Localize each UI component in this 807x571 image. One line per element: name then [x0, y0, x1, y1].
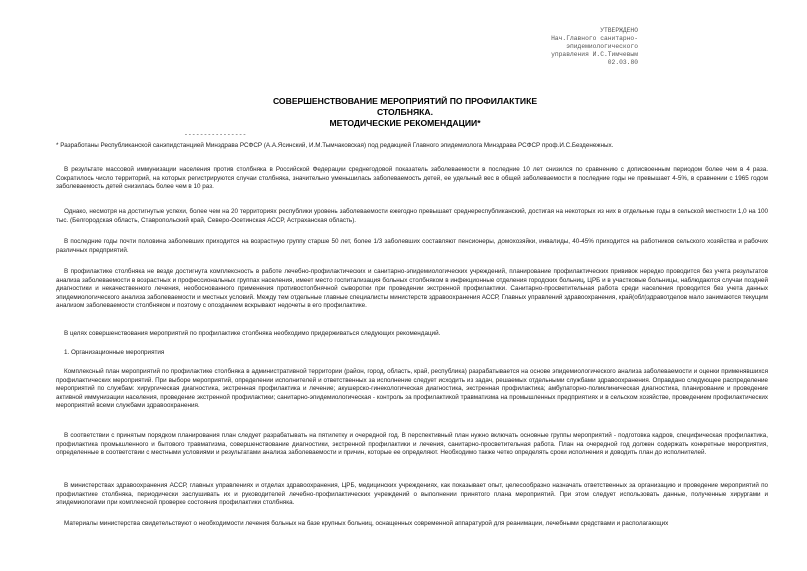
approval-stamp — [530, 27, 638, 67]
paragraph: Материалы министерства свидетельствуют о необходимости лечения больных на базе крупных больниц, оснащенных современной аппаратурой для реанимации, лечебными средствами и располагающих — [64, 520, 669, 527]
approval-line: УТВЕРЖДЕНО — [600, 27, 638, 34]
approval-line: 02.03.80 — [607, 59, 638, 66]
paragraph: Однако, несмотря на достигнутые успехи, более чем на 20 территориях республики уровень заболеваемости ежегодно превышает среднереспубликанский, достигая на некоторых из них в отдельные годы в сельской местности 1,0 на 100 тыс. (Белгородская область, Ставропольский край, Северо-Осетинская АССР, Астраханская область). — [56, 208, 768, 224]
section-heading: 1. Организационные мероприятия — [64, 349, 165, 356]
approval-line: Нач.Главного санитарно- — [551, 35, 638, 42]
approval-line: эпидемиологического — [566, 43, 638, 50]
document-title — [200, 96, 610, 129]
title-line-1: СОВЕРШЕНСТВОВАНИЕ МЕРОПРИЯТИЙ ПО ПРОФИЛАКТИКЕ — [272, 96, 538, 106]
paragraph: В результате массовой иммунизации населения против столбняка в Российской Федерации среднегодовой показатель заболеваемости в последние 10 лет снизился по сравнению с дописвоенным периодом более чем в 4 раза. Сократилось число территорий, на которых регистрируются случаи столбняка, значительно уменьшилась заболеваемость детей, ее удельный вес в общей заболеваемости в последние годы не превышает 4-5%, в сравнении с 1965 годом заболеваемость детей снизилась более чем в 10 раз. — [56, 166, 768, 191]
paragraph: В соответствии с принятым порядком планирования план следует разрабатывать на пятилетку и очередной год. В перспективный план нужно включать основные группы мероприятий - подготовка кадров, специфическая профилактика, профилактика промышленного и бытового травматизма, совершенствование диагностики, экстренной профилактики и лечения, санитарно-просветительная работа. План на очередной год должен содержать конкретные мероприятия, определенные в соответствии с местными условиями и результатами анализа заболеваемости и причин, которые ее определяют. Необходимо также четко определять сроки исполнения и доводить план до исполнителей. — [56, 432, 768, 457]
paragraph: Комплексный план мероприятий по профилактике столбняка в административной территории (район, город, область, край, республика) разрабатывается на основе эпидемиологического анализа заболеваемости и оценки применявшихся профилактических мероприятий. При выборе мероприятий, определении исполнителей и ответственных за исполнение следует исходить из задач, решаемых отдельными службами здравоохранения. Оправдано следующее распределение мероприятий по службам: хирургическая диагностика, экстренная профилактика и лечение; акушерско-гинекологическая диагностика, экстренная профилактика; амбулаторно-поликлиническая диагностика, планирование и проведение активной иммунизации населения, проведение экстренной профилактики; санитарно-эпидемиологическая - контроль за профилактикой травматизма на промышленных предприятиях и в сельском хозяйстве, проведением профилактических мероприятий всеми службами здравоохранения. — [56, 368, 768, 410]
footnote: * Разработаны Республиканской санэпидстанцией Минздрава РСФСР (А.А.Ясинский, И.М.Тымчаковская) под редакцией Главного эпидемиолога Минздрава РСФСР проф.И.С.Безденежных. — [56, 142, 614, 149]
approval-line: управления И.С.Тимчевым — [551, 51, 638, 58]
title-line-3: МЕТОДИЧЕСКИЕ РЕКОМЕНДАЦИИ* — [329, 118, 481, 128]
title-line-2: СТОЛБНЯКА. — [377, 107, 433, 117]
footnote-separator: ---------------- — [184, 131, 247, 138]
paragraph: В целях совершенствования мероприятий по профилактике столбняка необходимо придерживаться следующих рекомендаций. — [64, 330, 441, 337]
paragraph: В министерствах здравоохранения АССР, главных управлениях и отделах здравоохранения, ЦРБ, медицинских учреждениях, как показывает опыт, целесообразно назначать ответственных за организацию и проведение мероприятий по профилактике столбняка, периодически заслушивать их и руководителей лечебно-профилактических учреждений о выполнении принятого плана мероприятий. При этом следует использовать данные, полученные хирургами и эпидемиологами при комплексной проверке состояния профилактики столбняка. — [56, 482, 768, 507]
paragraph: В профилактике столбняка не везде достигнута комплексность в работе лечебно-профилактических и санитарно-эпидемиологических учреждений, планирование профилактических прививок нередко проводится без учета результатов анализа заболеваемости в возрастных и профессиональных группах населения, имеет место госпитализация больных столбняком в инфекционные отделения городских больниц, ЦРБ и в участковые больницы, наблюдаются случаи поздней диагностики и некачественного лечения, необоснованного применения противостолбнячной сыворотки при проведении экстренной профилактики. Санитарно-просветительная работа среди населения проводится без учета данных эпидемиологического анализа заболеваемости и местных условий. Между тем отдельные главные специалисты министерств здравоохранения АССР, Главных управлений здравоохранения, край(обл)здравотделов мало занимаются текущим анализом заболеваемости столбняком и поэтому с опозданием вскрывают недочеты в его профилактике. — [56, 268, 768, 310]
paragraph: В последние годы почти половина заболевших приходится на возрастную группу старше 50 лет, более 1/3 заболевших составляют пенсионеры, домохозяйки, инвалиды, 40-45% приходится на работников сельского хозяйства и рабочих различных предприятий. — [56, 238, 768, 254]
